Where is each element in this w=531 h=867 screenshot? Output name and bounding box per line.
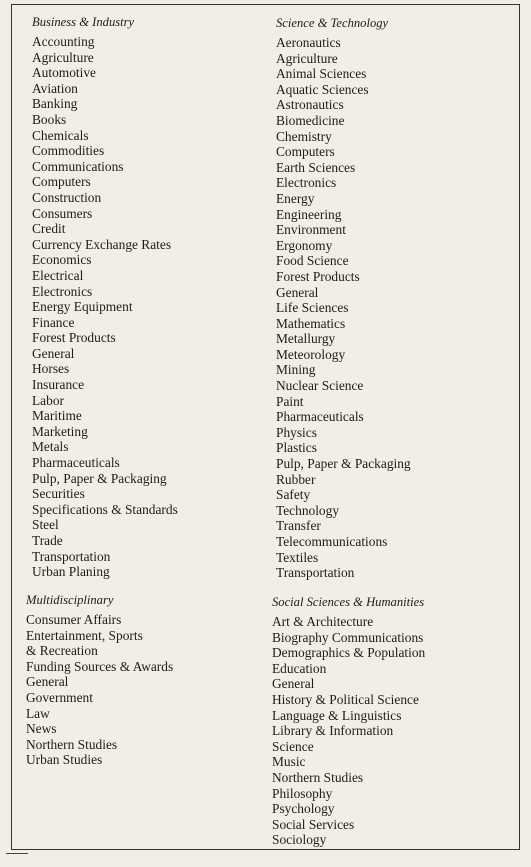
topic-item: Music <box>272 754 306 770</box>
topic-item: Plastics <box>276 440 317 456</box>
topic-item: Currency Exchange Rates <box>32 236 172 252</box>
bottom-rule <box>6 853 28 854</box>
topic-item: Northern Studies <box>272 769 364 785</box>
topic-item: Horses <box>32 361 70 377</box>
topic-item: Electronics <box>276 175 337 191</box>
topic-item: Pharmaceuticals <box>276 409 364 425</box>
topic-item: Animal Sciences <box>276 66 367 82</box>
topic-item: Textiles <box>276 549 319 565</box>
topic-item: Mathematics <box>276 315 346 331</box>
topic-item: Safety <box>276 487 311 503</box>
topic-item: Technology <box>276 502 340 518</box>
topic-item: Northern Studies <box>26 736 118 752</box>
topic-item: Engineering <box>276 206 342 222</box>
topic-item: Consumers <box>32 205 93 221</box>
topic-item: Transportation <box>32 548 111 564</box>
topic-item: Agriculture <box>32 49 94 65</box>
topic-item: Securities <box>32 486 85 502</box>
topic-item: Specifications & Standards <box>32 501 178 517</box>
topic-item: Urban Studies <box>26 752 103 768</box>
topic-item: Computers <box>32 174 91 190</box>
topic-list <box>26 612 173 768</box>
topic-item: Trade <box>32 533 63 548</box>
topic-item: Biomedicine <box>276 112 345 128</box>
topic-item: Food Science <box>276 253 349 269</box>
topic-item: Energy <box>276 190 315 206</box>
topic-item: Paint <box>276 393 304 409</box>
topic-item: Sociology <box>272 832 327 848</box>
section-heading: Business & Industry <box>32 15 135 29</box>
topic-list <box>272 614 425 848</box>
topic-item: Aeronautics <box>276 35 341 50</box>
topic-item: Books <box>32 111 67 127</box>
topic-item: Accounting <box>32 34 95 49</box>
topic-item: General <box>26 674 69 690</box>
section-heading: Science & Technology <box>276 16 389 30</box>
topic-item: Urban Planing <box>32 564 110 580</box>
section-heading: Multidisciplinary <box>26 593 114 607</box>
topic-item: Construction <box>32 189 102 205</box>
topic-item: Communications <box>32 158 124 174</box>
section-business-industry <box>32 14 178 580</box>
topic-item: Chemistry <box>276 128 332 144</box>
topic-item: Chemicals <box>32 127 89 143</box>
topic-list <box>276 35 411 581</box>
topic-item: Credit <box>32 221 66 237</box>
section-social-sciences-humanities <box>272 594 425 848</box>
topic-item: Transfer <box>276 518 321 534</box>
topic-item: Psychology <box>272 801 335 817</box>
topic-item: Economics <box>32 252 92 268</box>
topic-item: Astronautics <box>276 97 344 113</box>
topic-item: Meteorology <box>276 346 346 362</box>
section-multidisciplinary <box>26 592 173 768</box>
topic-list <box>32 34 178 580</box>
topic-item: Science <box>272 738 314 754</box>
topic-item: Demographics & Population <box>272 645 426 661</box>
topic-item: Pulp, Paper & Packaging <box>32 470 167 486</box>
topic-item: Forest Products <box>276 268 360 284</box>
topic-item: Steel <box>32 517 59 533</box>
topic-item: Metals <box>32 439 69 455</box>
topic-item: Banking <box>32 96 78 112</box>
topic-item: Philosophy <box>272 785 333 801</box>
topic-item: Transportation <box>276 565 355 581</box>
topic-item: Environment <box>276 222 346 238</box>
topic-item: Metallurgy <box>276 331 336 347</box>
topic-item: Social Services <box>272 816 355 832</box>
topic-item: General <box>276 284 319 300</box>
topic-item: Mining <box>276 362 316 378</box>
topic-item: Marketing <box>32 423 88 439</box>
topic-item: Entertainment, Sports <box>26 627 143 643</box>
topic-item: Rubber <box>276 471 316 487</box>
topic-item: Law <box>26 705 50 721</box>
topic-item: Consumer Affairs <box>26 612 122 627</box>
topic-item: Aviation <box>32 80 78 96</box>
topic-item: Energy Equipment <box>32 299 133 315</box>
topic-item: Maritime <box>32 408 82 424</box>
topic-item: Pharmaceuticals <box>32 455 120 471</box>
topic-item: Government <box>26 689 93 705</box>
topic-item: News <box>26 721 57 737</box>
topic-item: Art & Architecture <box>272 614 374 629</box>
topic-item: Library & Information <box>272 723 394 739</box>
topic-item: Funding Sources & Awards <box>26 658 174 674</box>
topic-item: Pulp, Paper & Packaging <box>276 456 411 472</box>
topic-item: Commodities <box>32 143 105 159</box>
topic-item: Language & Linguistics <box>272 707 402 723</box>
topic-item: Agriculture <box>276 50 338 66</box>
section-heading: Social Sciences & Humanities <box>272 595 425 609</box>
topic-item: Insurance <box>32 377 85 393</box>
topic-item: Nuclear Science <box>276 378 364 394</box>
topic-item: Education <box>272 660 327 676</box>
topic-item: Electronics <box>32 283 93 299</box>
topic-item: Finance <box>32 314 75 330</box>
topic-item: General <box>272 676 315 692</box>
topic-item: Biography Communications <box>272 629 424 645</box>
topic-item: General <box>32 345 75 361</box>
section-science-technology <box>276 15 411 581</box>
topic-item: Earth Sciences <box>276 159 356 175</box>
topic-item: Ergonomy <box>276 237 333 253</box>
topic-item: Physics <box>276 424 317 440</box>
topic-item: Labor <box>32 392 64 408</box>
topic-item: Electrical <box>32 267 84 283</box>
topic-item: Life Sciences <box>276 300 349 316</box>
topic-item: Computers <box>276 144 335 160</box>
topic-item: Telecommunications <box>276 534 388 549</box>
topic-item: Automotive <box>32 65 96 81</box>
topic-item: Forest Products <box>32 330 116 346</box>
topic-item: History & Political Science <box>272 691 419 707</box>
topic-item: Aquatic Sciences <box>276 81 369 97</box>
topic-item: & Recreation <box>26 643 98 659</box>
